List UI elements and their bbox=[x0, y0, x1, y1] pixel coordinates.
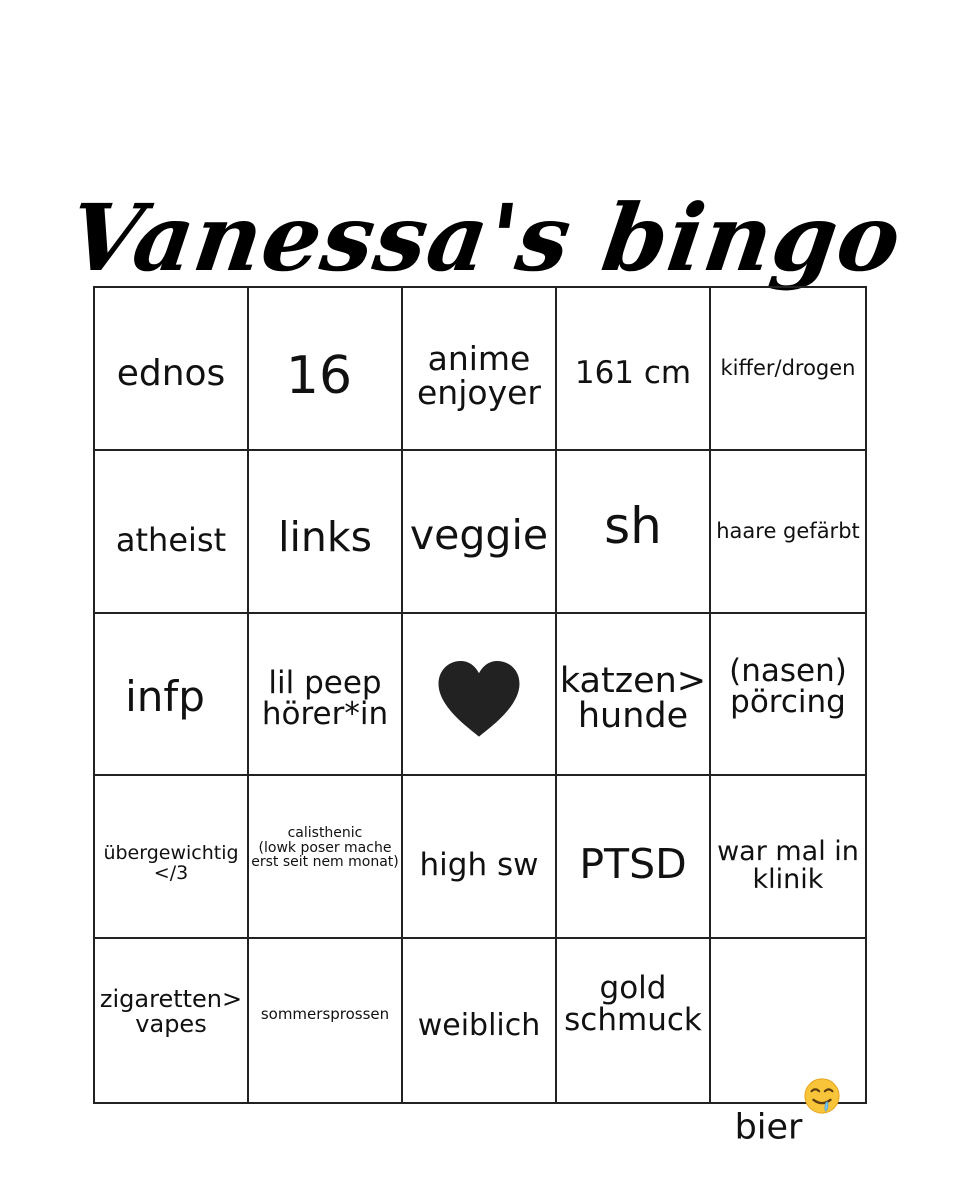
bingo-cell-piercing[interactable] bbox=[711, 614, 865, 777]
cell-label: calisthenic (lowk poser mache erst seit nem monat) bbox=[251, 825, 399, 870]
cell-label: 16 bbox=[285, 346, 353, 406]
cell-label: übergewichtig </3 bbox=[103, 842, 239, 884]
cell-label-row bbox=[711, 1005, 865, 1146]
cell-label: gold schmuck bbox=[564, 970, 702, 1038]
bingo-grid bbox=[93, 286, 867, 1148]
cell-label: ednos bbox=[116, 353, 226, 394]
cell-label: war mal in klinik bbox=[717, 836, 859, 895]
cell-label: links bbox=[278, 512, 372, 561]
bingo-cell-ednos[interactable] bbox=[95, 288, 249, 451]
cell-label: weiblich bbox=[417, 1008, 541, 1044]
bingo-cell-links[interactable] bbox=[249, 451, 403, 614]
cell-label: bier bbox=[734, 1107, 803, 1148]
bingo-cell-freckles[interactable] bbox=[249, 939, 403, 1102]
page-title: Vanessa's bingo bbox=[62, 184, 909, 292]
bingo-cell-ptsd[interactable] bbox=[557, 776, 711, 939]
bingo-cell-female[interactable] bbox=[403, 939, 557, 1102]
bingo-cell-anime[interactable] bbox=[403, 288, 557, 451]
bingo-cell-free-space[interactable] bbox=[403, 614, 557, 777]
cell-label: katzen> hunde bbox=[559, 660, 707, 737]
bingo-cell-cats[interactable] bbox=[557, 614, 711, 777]
bingo-cell-height[interactable] bbox=[557, 288, 711, 451]
cell-label: (nasen) pörcing bbox=[729, 652, 847, 721]
bingo-cell-age[interactable] bbox=[249, 288, 403, 451]
cell-label: high sw bbox=[419, 847, 539, 884]
bingo-cell-infp[interactable] bbox=[95, 614, 249, 777]
bingo-cell-cigarettes[interactable] bbox=[95, 939, 249, 1102]
bingo-cell-clinic[interactable] bbox=[711, 776, 865, 939]
bingo-cell-atheist[interactable] bbox=[95, 451, 249, 614]
bingo-cell-drugs[interactable] bbox=[711, 288, 865, 451]
bingo-cell-calisthenics[interactable] bbox=[249, 776, 403, 939]
cell-label: atheist bbox=[115, 520, 227, 559]
heart-icon bbox=[435, 659, 523, 739]
cell-label: lil peep hörer*in bbox=[261, 664, 389, 733]
cell-label: 161 cm bbox=[574, 355, 692, 391]
cell-label: PTSD bbox=[579, 840, 687, 889]
cell-label: infp bbox=[125, 671, 205, 721]
cell-label: kiffer/drogen bbox=[720, 356, 856, 380]
bingo-cell-sh[interactable] bbox=[557, 451, 711, 614]
drooling-face-emoji-icon bbox=[803, 1041, 841, 1079]
bingo-cell-overweight[interactable] bbox=[95, 776, 249, 939]
cell-label: haare gefärbt bbox=[716, 518, 860, 543]
bingo-cell-veggie[interactable] bbox=[403, 451, 557, 614]
bingo-cell-gold-jewelry[interactable] bbox=[557, 939, 711, 1102]
cell-label: sommersprossen bbox=[260, 1005, 390, 1024]
cell-label: veggie bbox=[409, 510, 549, 559]
cell-label: sh bbox=[604, 496, 662, 555]
bingo-cell-high-sw[interactable] bbox=[403, 776, 557, 939]
bingo-cell-dyed-hair[interactable] bbox=[711, 451, 865, 614]
cell-label: anime enjoyer bbox=[417, 339, 541, 412]
bingo-cell-lil-peep[interactable] bbox=[249, 614, 403, 777]
cell-label: zigaretten> vapes bbox=[99, 985, 243, 1038]
bingo-cell-beer[interactable] bbox=[711, 939, 865, 1148]
